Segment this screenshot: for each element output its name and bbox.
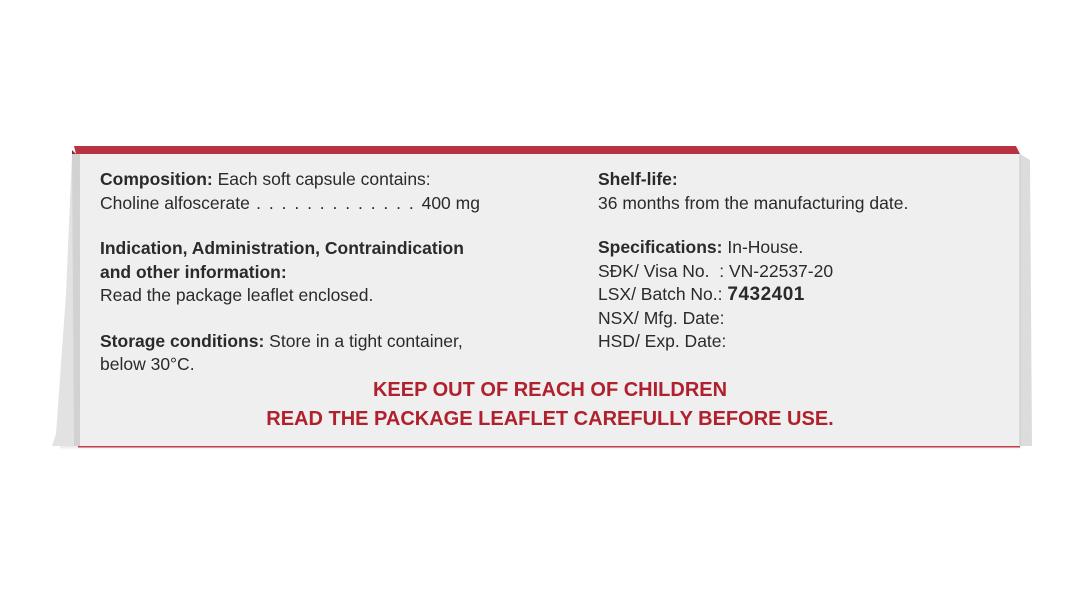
mfg-date-label: NSX/ Mfg. Date: [598, 307, 725, 328]
ingredient-dots: . . . . . . . . . . . . . [249, 192, 422, 213]
batch-line [598, 283, 998, 307]
composition-label: Composition: [100, 169, 213, 189]
label-panel [80, 154, 1020, 446]
left-column [100, 168, 570, 377]
warning-block [80, 376, 1020, 434]
right-column [598, 168, 998, 354]
composition-intro: Each soft capsule contains: [212, 169, 431, 189]
storage-text-1: Store in a tight container, [264, 330, 463, 351]
ingredient-name: Choline alfoscerate [100, 192, 250, 213]
box-top-edge [74, 146, 1020, 154]
warning-children: KEEP OUT OF REACH OF CHILDREN [372, 379, 728, 401]
medicine-box-side [52, 134, 1032, 450]
batch-label: LSX/ Batch No.: [598, 284, 728, 304]
warning-leaflet: READ THE PACKAGE LEAFLET CAREFULLY BEFORE USE. [266, 408, 834, 430]
storage-line [100, 330, 570, 354]
storage-label: Storage conditions: [100, 330, 265, 351]
indication-label-1: Indication, Administration, Contraindication [100, 238, 464, 258]
storage-text-2: below 30°C. [100, 354, 195, 374]
specifications-label: Specifications: [598, 237, 723, 257]
box-right-flap [1020, 154, 1032, 446]
exp-date-label: HSD/ Exp. Date: [598, 331, 727, 351]
visa-label: SĐK/ Visa No. [598, 260, 710, 281]
composition-line [100, 168, 570, 192]
shelf-life-text: 36 months from the manufacturing date. [598, 192, 909, 213]
specifications-line [598, 236, 998, 260]
visa-separator: : [709, 260, 729, 281]
specifications-value: In-House. [722, 237, 804, 257]
indication-text: Read the package leaflet enclosed. [100, 285, 374, 305]
batch-number: 7432401 [727, 284, 805, 305]
indication-label-2: and other information: [100, 261, 287, 282]
visa-line [598, 260, 998, 284]
visa-value: VN-22537-20 [728, 260, 834, 281]
ingredient-line [100, 192, 570, 216]
shelf-life-label: Shelf-life: [598, 169, 678, 189]
ingredient-amount: 400 mg [421, 192, 480, 213]
